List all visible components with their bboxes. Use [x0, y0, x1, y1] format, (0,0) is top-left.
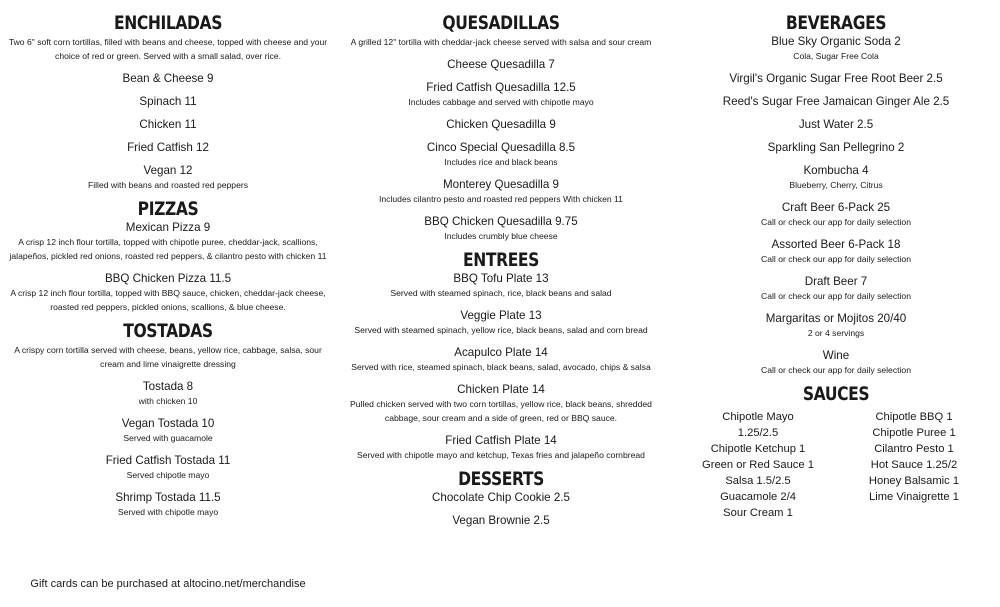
sauce-item: Chipotle Ketchup 1 [710, 443, 806, 455]
item-name: Sparkling San Pellegrino 2 [767, 141, 905, 154]
sauce-item: Chipotle BBQ 1 [875, 411, 953, 423]
item-name: Fried Catfish 12 [127, 141, 209, 154]
section-title: ENCHILADAS [113, 12, 223, 34]
menu-item [680, 163, 992, 192]
menu-item [342, 345, 660, 374]
item-note: Includes rice and black beans [444, 157, 558, 167]
menu-item [342, 490, 660, 505]
item-name: Vegan Brownie 2.5 [452, 514, 550, 527]
sauce-item: Honey Balsamic 1 [868, 475, 960, 487]
menu-item [342, 271, 660, 300]
menu-item [680, 117, 992, 132]
menu-section [8, 198, 328, 314]
sauce-item: Guacamole 2/4 [720, 491, 796, 503]
item-name: Mexican Pizza 9 [125, 221, 211, 234]
menu-item [8, 94, 328, 109]
menu-section [680, 12, 992, 377]
section-title: ENTREES [463, 249, 539, 271]
section-description: A grilled 12" tortilla with cheddar-jack cheese served with salsa and sour cream [350, 37, 652, 47]
item-note: Includes cilantro pesto and roasted red peppers With chicken 11 [379, 194, 623, 204]
menu-item [680, 34, 992, 63]
sauce-column-left [686, 409, 830, 521]
menu-item [342, 433, 660, 462]
item-name: Craft Beer 6-Pack 25 [781, 201, 891, 214]
menu-item [8, 71, 328, 86]
menu-item [342, 140, 660, 169]
item-note: Served with guacamole [123, 433, 213, 443]
menu-item [680, 311, 992, 340]
item-note: Cola, Sugar Free Cola [793, 51, 879, 61]
section-title: PIZZAS [137, 198, 199, 220]
menu-item [8, 453, 328, 482]
item-name: Chicken Quesadilla 9 [446, 118, 556, 131]
menu-item [342, 117, 660, 132]
menu-item [342, 308, 660, 337]
menu-section [8, 320, 328, 519]
item-name: Just Water 2.5 [798, 118, 874, 131]
menu-section [342, 12, 660, 243]
item-name: Blue Sky Organic Soda 2 [771, 35, 901, 48]
sauce-item: Lime Vinaigrette 1 [869, 491, 959, 503]
item-name: Acapulco Plate 14 [454, 346, 548, 359]
item-note: Call or check our app for daily selection [761, 365, 911, 375]
item-name: Veggie Plate 13 [460, 309, 542, 322]
menu-item [8, 490, 328, 519]
item-note: Filled with beans and roasted red peppers [87, 180, 249, 190]
menu-item [342, 382, 660, 425]
item-name: BBQ Tofu Plate 13 [453, 272, 549, 285]
menu-item [8, 416, 328, 445]
item-name: Wine [822, 349, 850, 362]
sauce-column-right [842, 409, 986, 521]
item-note: Served with steamed spinach, yellow rice, black beans, salad and corn bread [354, 325, 648, 335]
menu-column-left [8, 12, 328, 525]
item-note: A crisp 12 inch flour tortilla, topped with BBQ sauce, chicken, cheddar-jack cheese, roasted red peppers, pickled onions, scallions, & blue cheese. [10, 288, 326, 312]
sauce-list [680, 409, 992, 521]
item-note: Call or check our app for daily selection [761, 254, 911, 264]
sauce-item: Chipotle Mayo [722, 411, 794, 423]
menu-item [680, 200, 992, 229]
item-name: Chicken Plate 14 [457, 383, 545, 396]
section-title: TOSTADAS [123, 320, 213, 342]
item-note: Includes crumbly blue cheese [444, 231, 558, 241]
item-note: 2 or 4 servings [807, 328, 865, 338]
item-name: Fried Catfish Quesadilla 12.5 [426, 81, 576, 94]
menu-item [8, 117, 328, 132]
sauce-item: Hot Sauce 1.25/2 [870, 459, 958, 471]
item-note: Served with chipotle mayo [117, 507, 219, 517]
item-name: Bean & Cheese 9 [122, 72, 214, 85]
sauce-item: Sour Cream 1 [723, 507, 793, 519]
item-name: Fried Catfish Plate 14 [445, 434, 557, 447]
menu-section [342, 468, 660, 528]
menu-item [8, 271, 328, 314]
item-note: A crisp 12 inch flour tortilla, topped with chipotle puree, cheddar-jack, scallions, jalapeños, pickled red onions, roasted red peppers, & cilantro pesto with chicken 11 [9, 237, 327, 261]
item-name: Draft Beer 7 [804, 275, 868, 288]
sauce-item: Salsa 1.5/2.5 [725, 475, 791, 487]
item-name: Monterey Quesadilla 9 [443, 178, 559, 191]
menu-item [680, 348, 992, 377]
section-title: DESSERTS [458, 468, 544, 490]
item-name: Cheese Quesadilla 7 [447, 58, 555, 71]
menu-column-middle [342, 12, 660, 534]
menu-item [8, 379, 328, 408]
section-title: QUESADILLAS [442, 12, 560, 34]
item-name: Virgil's Organic Sugar Free Root Beer 2.5 [729, 72, 943, 85]
item-note: with chicken 10 [138, 396, 198, 406]
sauce-item: Green or Red Sauce 1 [702, 459, 814, 471]
section-description: A crispy corn tortilla served with cheese, beans, yellow rice, cabbage, salsa, sour cream and lime vinaigrette dressing [14, 345, 322, 369]
item-name: BBQ Chicken Quesadilla 9.75 [424, 215, 578, 228]
item-name: Vegan 12 [143, 164, 193, 177]
item-name: Fried Catfish Tostada 11 [105, 454, 231, 467]
item-name: Kombucha 4 [803, 164, 869, 177]
menu-item [680, 140, 992, 155]
item-note: Served with rice, steamed spinach, black beans, salad, avocado, chips & salsa [351, 362, 651, 372]
sauce-item: Chipotle Puree 1 [872, 427, 956, 439]
item-name: Assorted Beer 6-Pack 18 [771, 238, 901, 251]
menu-item [342, 177, 660, 206]
menu-column-right [680, 12, 992, 527]
section-title: BEVERAGES [785, 12, 887, 34]
menu-item [8, 140, 328, 155]
menu-item [680, 94, 992, 109]
item-name: Margaritas or Mojitos 20/40 [765, 312, 907, 325]
item-name: Spinach 11 [139, 95, 197, 108]
section-description: Two 6" soft corn tortillas, filled with beans and cheese, topped with cheese and your choice of red or green. Served with a small salad, over rice. [8, 37, 328, 61]
menu-section [8, 12, 328, 192]
item-name: Tostada 8 [142, 380, 194, 393]
section-title: SAUCES [802, 383, 870, 405]
sauce-item: Cilantro Pesto 1 [874, 443, 954, 455]
sauce-item: 1.25/2.5 [737, 427, 779, 439]
menu-item [680, 274, 992, 303]
menu-item [680, 237, 992, 266]
item-name: Reed's Sugar Free Jamaican Ginger Ale 2.5 [722, 95, 950, 108]
item-name: Shrimp Tostada 11.5 [115, 491, 221, 504]
menu-section [342, 249, 660, 462]
item-name: Chocolate Chip Cookie 2.5 [432, 491, 570, 504]
item-name: BBQ Chicken Pizza 11.5 [104, 272, 232, 285]
item-note: Served with steamed spinach, rice, black beans and salad [390, 288, 612, 298]
menu-item [8, 163, 328, 192]
item-note: Served chipotle mayo [126, 470, 210, 480]
menu-item [342, 214, 660, 243]
menu-item [342, 57, 660, 72]
menu-item [680, 71, 992, 86]
item-note: Includes cabbage and served with chipotle mayo [408, 97, 594, 107]
item-name: Chicken 11 [139, 118, 197, 131]
menu-item [342, 80, 660, 109]
item-name: Vegan Tostada 10 [121, 417, 215, 430]
gift-card-note: Gift cards can be purchased at altocino.net/merchandise [30, 578, 306, 590]
item-note: Call or check our app for daily selection [761, 217, 911, 227]
item-note: Served with chipotle mayo and ketchup, Texas fries and jalapeño cornbread [357, 450, 645, 460]
item-note: Blueberry, Cherry, Citrus [789, 180, 883, 190]
item-note: Pulled chicken served with two corn tortillas, yellow rice, black beans, shredded cabbage, sour cream and a side of green, red or BBQ sauce. [350, 399, 652, 423]
item-note: Call or check our app for daily selection [761, 291, 911, 301]
item-name: Cinco Special Quesadilla 8.5 [426, 141, 576, 154]
section-sauces [680, 383, 992, 521]
menu-item [8, 220, 328, 263]
menu-item [342, 513, 660, 528]
